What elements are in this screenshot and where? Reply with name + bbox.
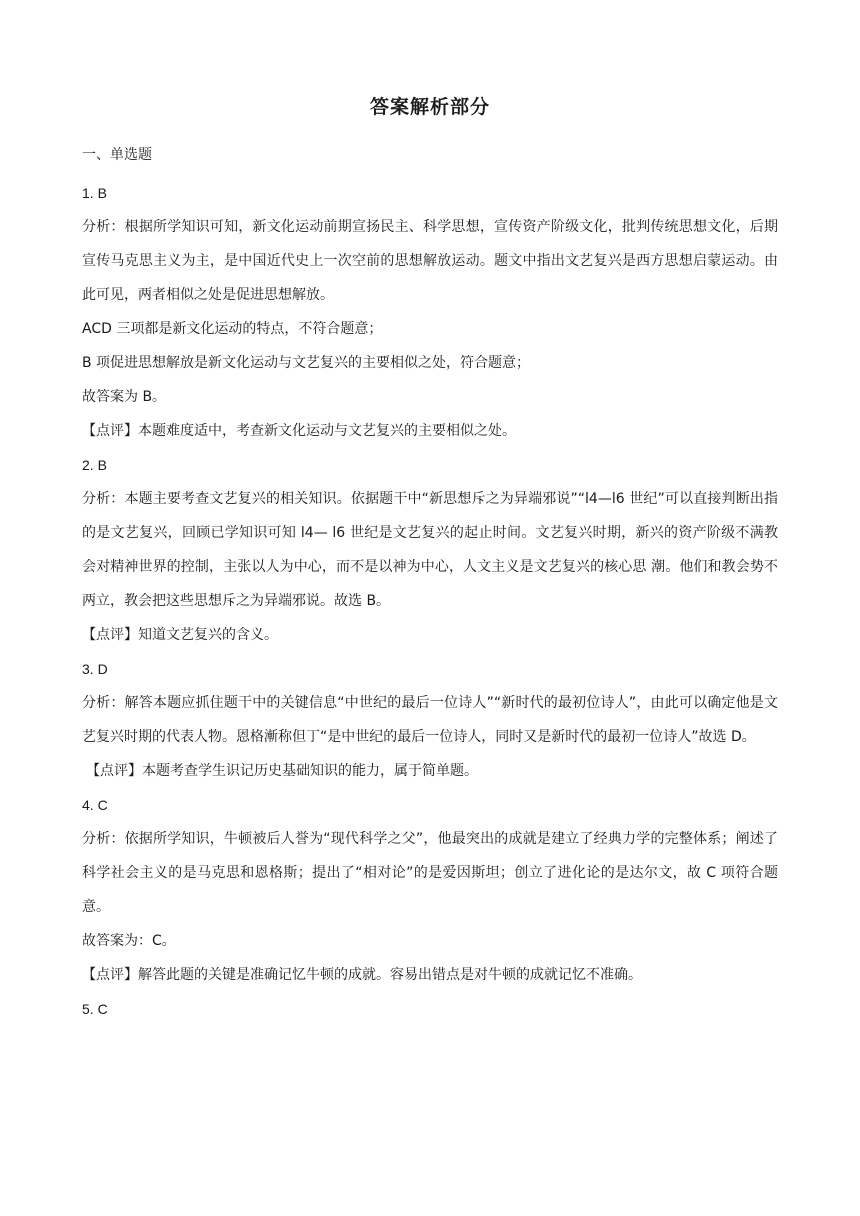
q5-number: 5. C	[82, 1001, 108, 1017]
q3-analysis: 分析：解答本题应抓住题干中的关键信息“中世纪的最后一位诗人”“新时代的最初位诗人”，由此可以确定他是文艺复兴时期的代表人物。恩格漸称但丁“是中世纪的最后一位诗人，同时又是新时代的最初一位诗人”故选 D。	[82, 695, 778, 745]
q1-answer: 故答案为 B。	[82, 389, 167, 405]
answer-body	[82, 156, 778, 1026]
q4-number: 4. C	[82, 797, 108, 813]
q2-analysis: 分析：本题主要考查文艺复兴的相关知识。依据题干中“新思想斥之为异端邪说”“l4—l6 世纪”可以直接判断出指的是文艺复兴，回顾已学知识可知 l4— l6 世纪是文艺复兴的起止时间。文艺复兴时期，新兴的资产阶级不满教会对精神世界的控制，主张以人为中心，而不是以神为中心，人文主义是文艺复兴的核心思 潮。他们和教会势不两立，教会把这些思想斥之为异端邪说。故选 B。	[82, 491, 778, 609]
q2-number: 2. B	[82, 457, 107, 473]
q1-comment: 【点评】本题难度适中，考查新文化运动与文艺复兴的主要相似之处。	[82, 423, 516, 439]
q1-analysis: 分析：根据所学知识可知，新文化运动前期宣扬民主、科学思想，宣传资产阶级文化，批判传统思想文化，后期宣传马克思主义为主，是中国近代史上一次空前的思想解放运动。题文中指出文艺复兴是西方思想启蒙运动。由此可见，两者相似之处是促进思想解放。	[82, 219, 778, 303]
q1-number: 1. B	[82, 185, 107, 201]
q1-line3: B 项促进思想解放是新文化运动与文艺复兴的主要相似之处，符合题意；	[82, 355, 531, 371]
page-title: 答案解析部分	[369, 96, 490, 118]
section-heading: 一、单选题	[82, 147, 152, 163]
q1-line2: ACD 三项都是新文化运动的特点，不符合题意；	[82, 321, 383, 337]
q4-comment: 【点评】解答此题的关键是准确记忆牛顿的成就。容易出错点是对牛顿的成就记忆不准确。	[82, 967, 642, 983]
q4-answer: 故答案为：C。	[82, 933, 176, 949]
q4-analysis: 分析：依据所学知识，牛顿被后人誉为“现代科学之父”，他最突出的成就是建立了经典力学的完整体系；阐述了科学社会主义的是马克思和恩格斯；提出了“相对论”的是爱因斯坦；创立了进化论的是达尔文，故 C 项符合题意。	[82, 831, 778, 915]
q3-number: 3. D	[82, 661, 108, 677]
q3-comment: 【点评】本题考查学生识记历史基础知识的能力，属于简单题。	[86, 763, 478, 779]
q2-comment: 【点评】知道文艺复兴的含义。	[82, 627, 278, 643]
